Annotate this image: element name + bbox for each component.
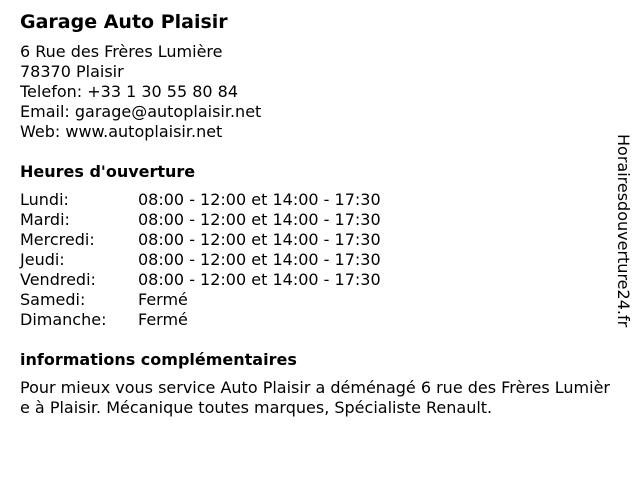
hours-row-monday <box>20 190 610 210</box>
phone-line: Telefon: +33 1 30 55 80 84 <box>20 82 239 101</box>
address-block <box>20 42 610 142</box>
email-line: Email: garage@autoplaisir.net <box>20 102 262 121</box>
hours-day-label: Jeudi: <box>20 250 65 269</box>
hours-row-saturday <box>20 290 610 310</box>
site-watermark: Horairesdouverture24.fr <box>614 134 633 328</box>
hours-row-sunday <box>20 310 610 330</box>
hours-row-thursday <box>20 250 610 270</box>
additional-info-heading: informations complémentaires <box>20 350 297 369</box>
opening-hours-list <box>20 190 610 330</box>
address-city: 78370 Plaisir <box>20 62 124 81</box>
hours-day-label: Mercredi: <box>20 230 95 249</box>
hours-value: 08:00 - 12:00 et 14:00 - 17:30 <box>138 270 381 289</box>
hours-value: Fermé <box>138 310 188 329</box>
opening-hours-heading: Heures d'ouverture <box>20 162 196 181</box>
hours-day-label: Mardi: <box>20 210 70 229</box>
hours-row-friday <box>20 270 610 290</box>
hours-value: Fermé <box>138 290 188 309</box>
hours-day-label: Samedi: <box>20 290 86 309</box>
hours-day-label: Dimanche: <box>20 310 107 329</box>
additional-info-text: Pour mieux vous service Auto Plaisir a déménagé 6 rue des Frères Lumière à Plaisir. Mécanique toutes marques, Spécialiste Renault. <box>20 378 610 417</box>
hours-value: 08:00 - 12:00 et 14:00 - 17:30 <box>138 250 381 269</box>
hours-value: 08:00 - 12:00 et 14:00 - 17:30 <box>138 190 381 209</box>
hours-row-wednesday <box>20 230 610 250</box>
hours-day-label: Lundi: <box>20 190 69 209</box>
web-line: Web: www.autoplaisir.net <box>20 122 223 141</box>
hours-value: 08:00 - 12:00 et 14:00 - 17:30 <box>138 230 381 249</box>
hours-value: 08:00 - 12:00 et 14:00 - 17:30 <box>138 210 381 229</box>
address-street: 6 Rue des Frères Lumière <box>20 42 223 61</box>
hours-day-label: Vendredi: <box>20 270 96 289</box>
business-card <box>20 8 610 418</box>
business-name: Garage Auto Plaisir <box>20 11 228 33</box>
hours-row-tuesday <box>20 210 610 230</box>
